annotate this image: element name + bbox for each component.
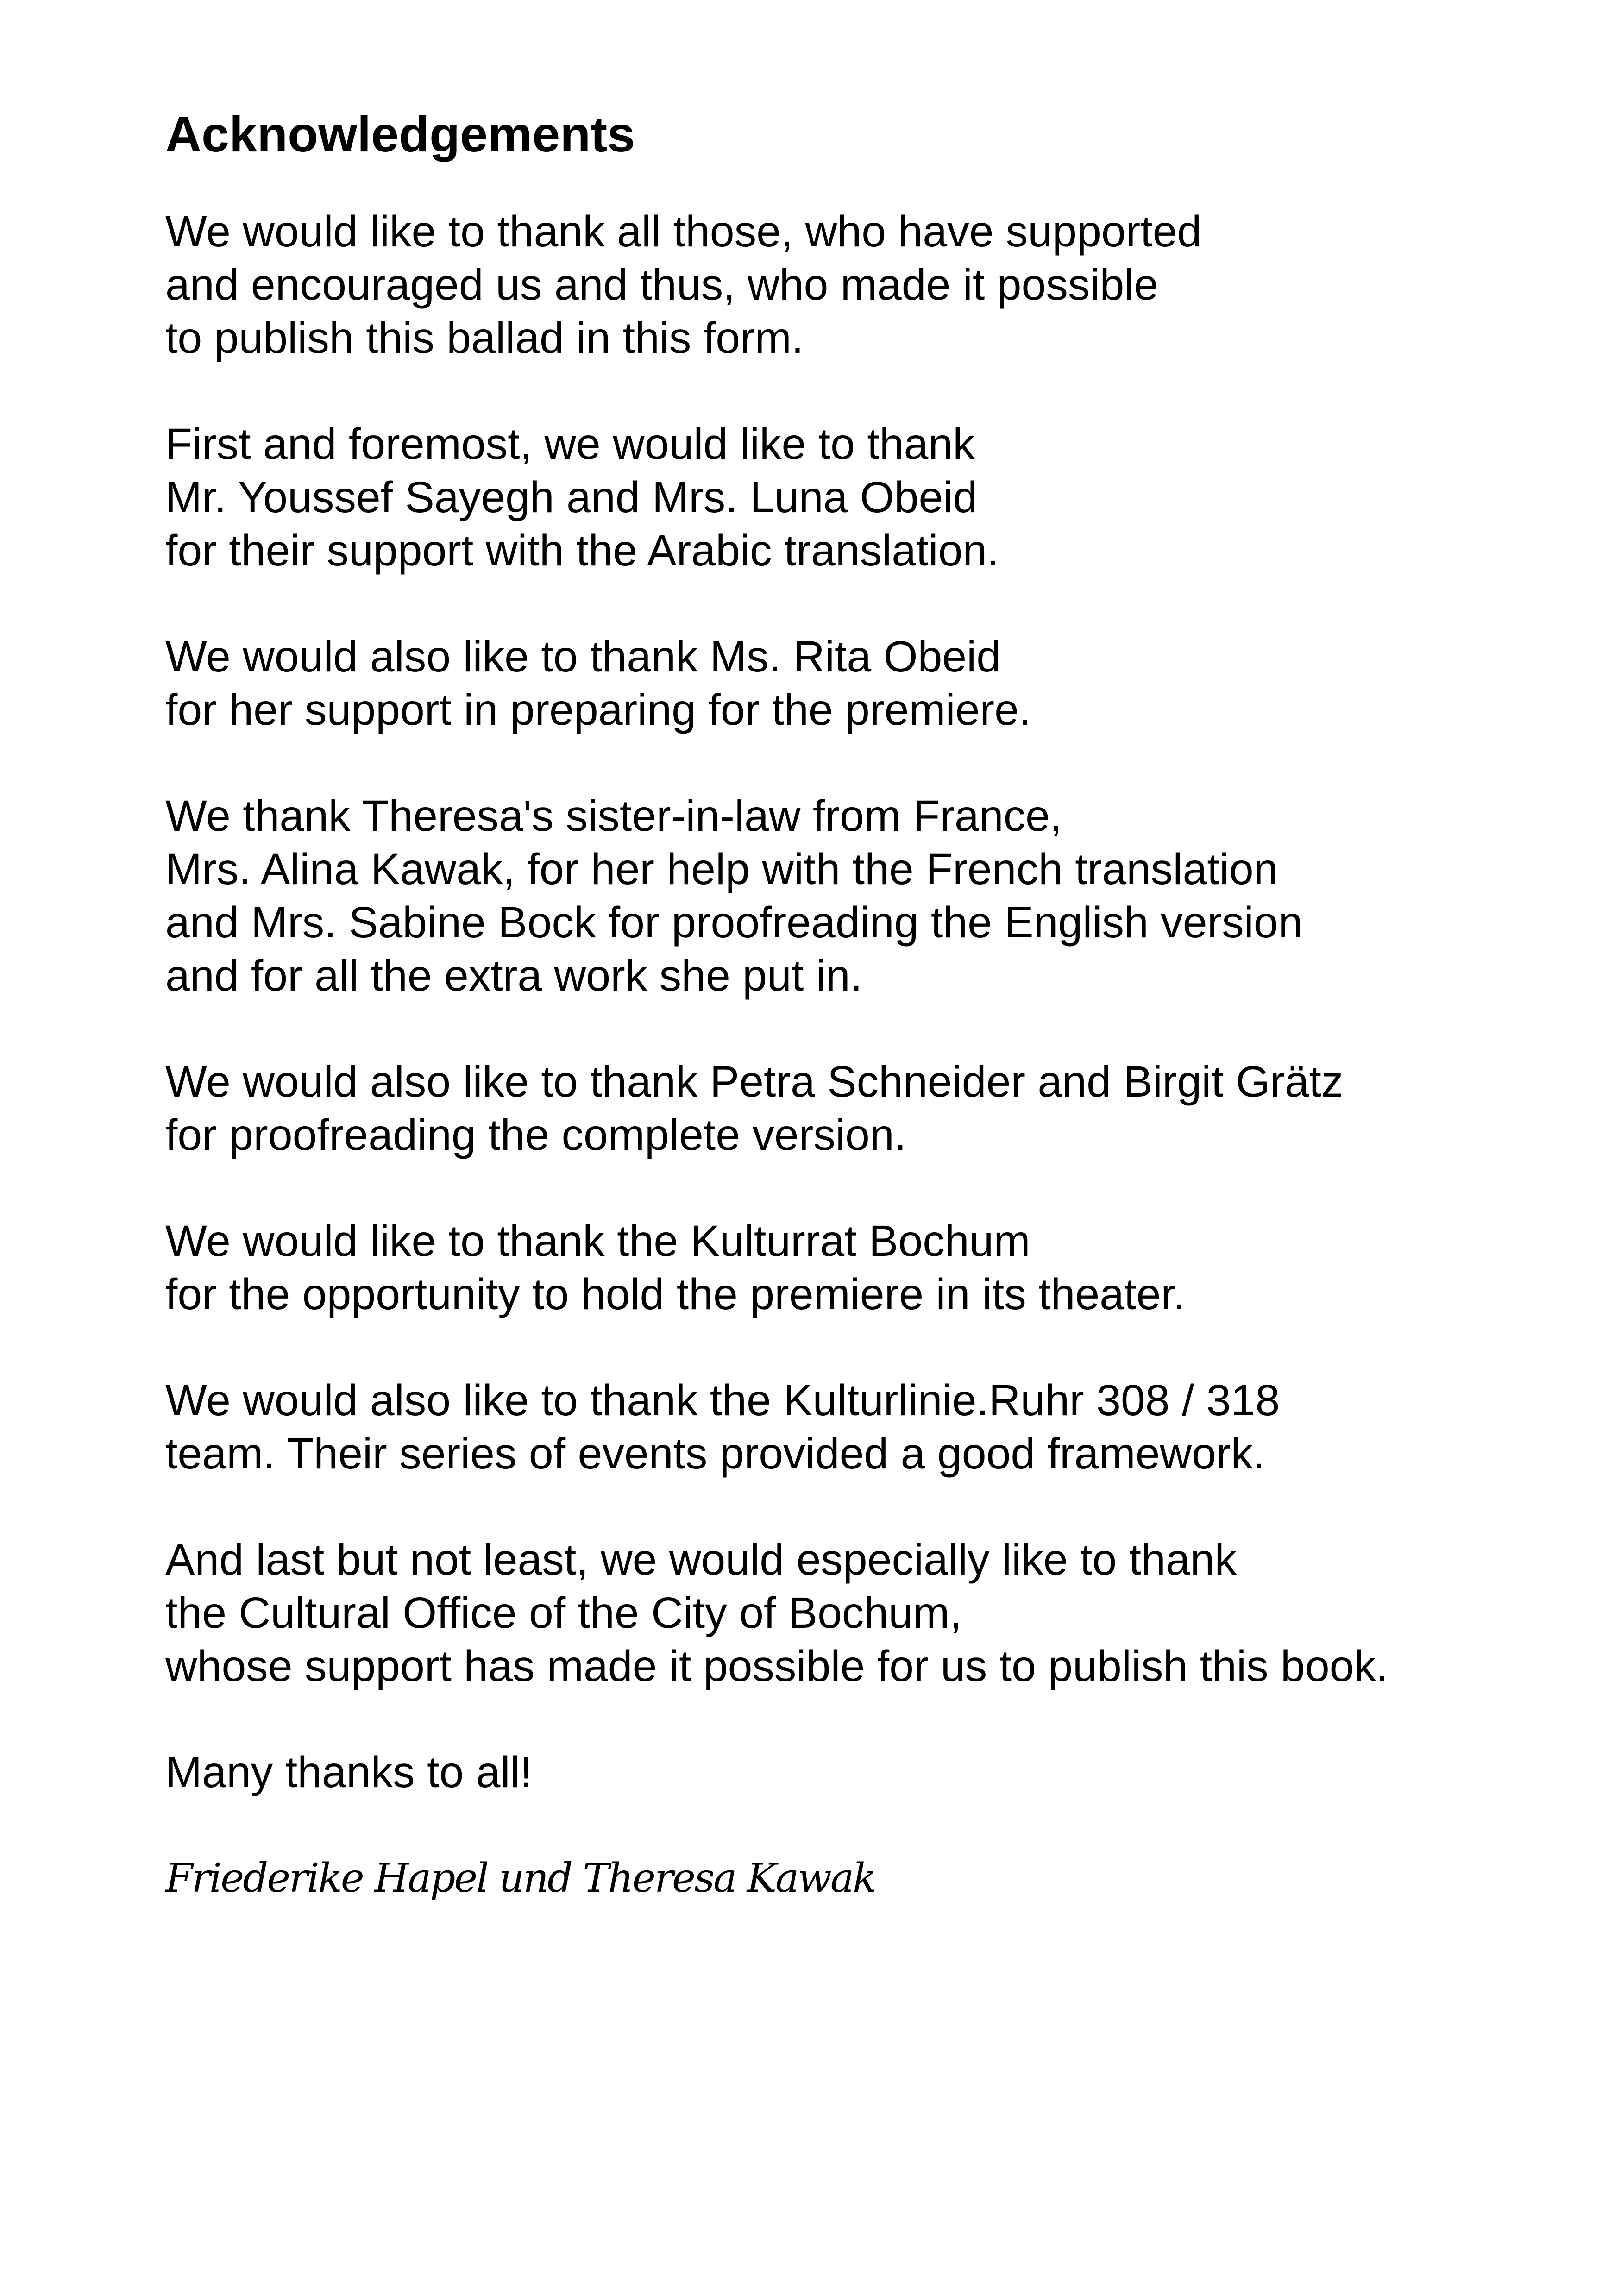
paragraph-line: and Mrs. Sabine Bock for proofreading the English version [165, 898, 1303, 947]
paragraph-closing-thanks [165, 1746, 1573, 1799]
paragraph-line: First and foremost, we would like to thank [165, 420, 975, 469]
author-signature: Friederike Hapel und Theresa Kawak [165, 1855, 876, 1901]
page-title: Acknowledgements [165, 106, 635, 162]
paragraph-line: We would also like to thank the Kulturlinie.Ruhr 308 / 318 [165, 1376, 1280, 1425]
paragraph-line: for her support in preparing for the premiere. [165, 685, 1031, 734]
paragraph-line: to publish this ballad in this form. [165, 314, 804, 363]
paragraph-line: for their support with the Arabic translation. [165, 526, 999, 575]
paragraph-premiere-support [165, 630, 1573, 737]
paragraph-line: and encouraged us and thus, who made it possible [165, 260, 1159, 309]
paragraph-line: and for all the extra work she put in. [165, 951, 862, 1000]
paragraph-intro [165, 205, 1573, 365]
paragraph-line: And last but not least, we would especially like to thank [165, 1535, 1237, 1584]
paragraph-kulturlinie [165, 1374, 1573, 1480]
paragraph-line: We would like to thank the Kulturrat Bochum [165, 1217, 1030, 1266]
paragraph-line: Many thanks to all! [165, 1748, 533, 1797]
paragraph-arabic-translation [165, 418, 1573, 577]
paragraph-list [165, 205, 1573, 1799]
paragraph-line: We would also like to thank Petra Schneider and Birgit Grätz [165, 1057, 1344, 1106]
paragraph-line: for proofreading the complete version. [165, 1110, 907, 1160]
paragraph-line: Mrs. Alina Kawak, for her help with the French translation [165, 845, 1278, 894]
acknowledgements-section [165, 100, 1573, 1905]
paragraph-line: We would like to thank all those, who have supported [165, 207, 1202, 256]
paragraph-line: We thank Theresa's sister-in-law from France, [165, 791, 1062, 841]
paragraph-kulturrat [165, 1215, 1573, 1321]
paragraph-line: Mr. Youssef Sayegh and Mrs. Luna Obeid [165, 473, 978, 522]
paragraph-line: whose support has made it possible for us to publish this book. [165, 1642, 1389, 1691]
paragraph-line: team. Their series of events provided a good framework. [165, 1429, 1265, 1478]
paragraph-line: for the opportunity to hold the premiere in its theater. [165, 1270, 1186, 1319]
paragraph-complete-proofreading [165, 1055, 1573, 1162]
paragraph-line: We would also like to thank Ms. Rita Obeid [165, 632, 1001, 681]
paragraph-cultural-office [165, 1533, 1573, 1693]
paragraph-line: the Cultural Office of the City of Bochum, [165, 1588, 962, 1637]
paragraph-translation-proofreading [165, 790, 1573, 1003]
